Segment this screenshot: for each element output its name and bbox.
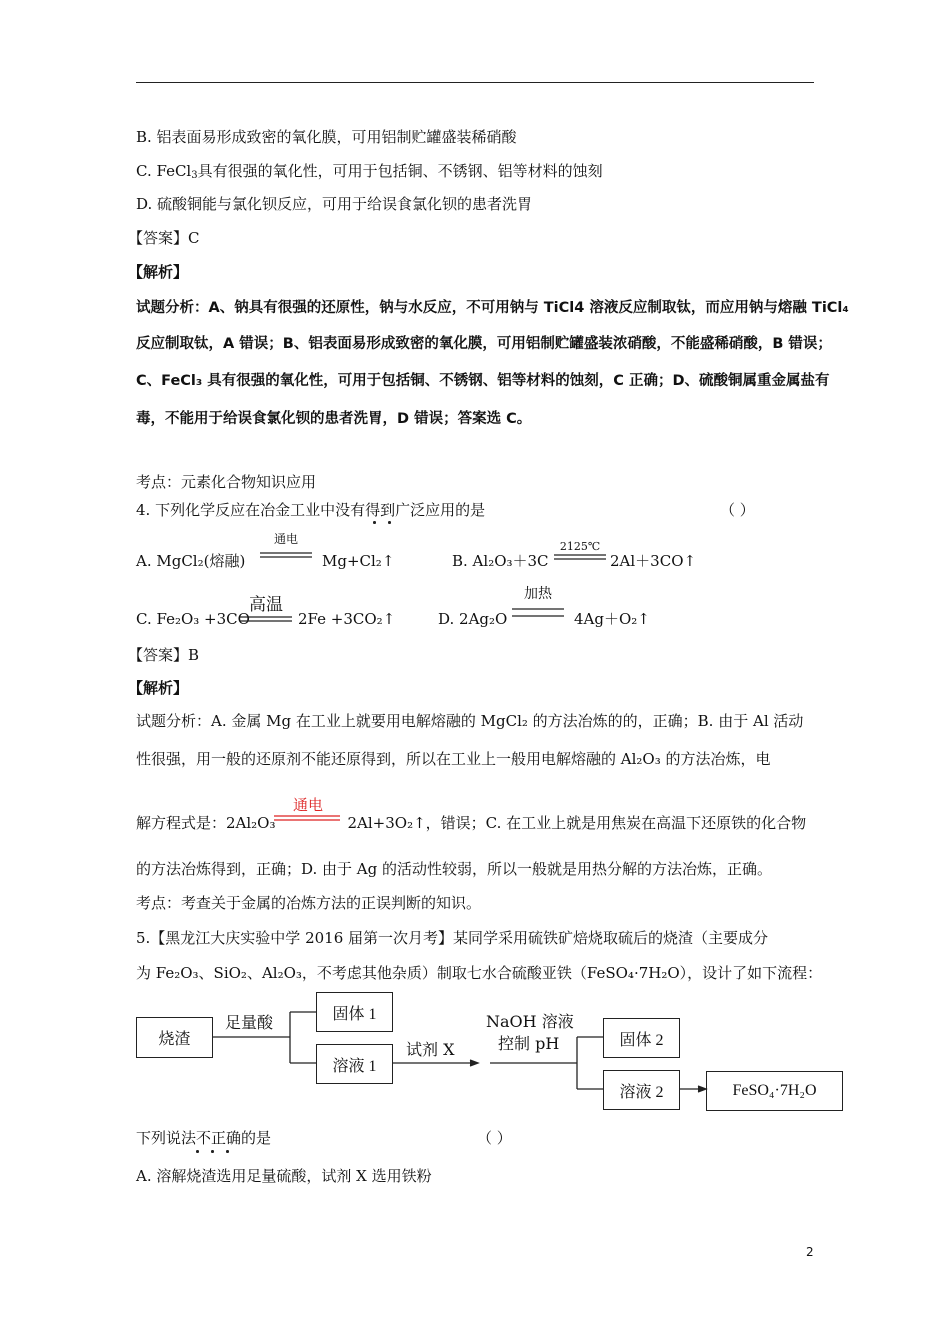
q4-option-a: A. MgCl₂(熔融) [136,552,246,570]
flow-box-slag: 烧渣 [136,1017,213,1058]
q4-analysis-line-1: 试题分析：A. 金属 Mg 在工业上就要用电解熔融的 MgCl₂ 的方法冶炼的的，正确；B. 由于 Al 活动 [136,712,804,730]
q4-c-product: 2Fe +3CO₂↑ [298,610,396,628]
flow-box-solution-2: 溶液 2 [603,1070,680,1110]
flow-label-naoh: NaOH 溶液 [486,1012,574,1031]
q3-option-c: C. FeCl$_3$具有很强的氧化性，可用于包括铜、不锈钢、铝等材料的蚀刻 [136,162,603,181]
q4-answer: 【答案】B [128,646,200,664]
q3-answer: 【答案】C [128,229,200,247]
q4-c-condition: 高温 [249,595,283,615]
emphasis-dot [226,1150,229,1153]
flow-label-ph: 控制 pH [498,1034,560,1053]
q4-option-b: B. Al₂O₃＋3C [452,552,549,570]
q3-analysis-line-2: 反应制取钛，A 错误；B、铝表面易形成致密的氧化膜，可用铝制贮罐盛装浓硝酸，不能盛稀硝酸，B 错误； [136,336,832,352]
q5-paren: （ ） [477,1129,512,1147]
q5-question: 下列说法不正确的是 [136,1129,272,1147]
q4-line3-condition: 通电 [292,796,323,814]
q5-stem-line-1: 5.【黑龙江大庆实验中学 2016 届第一次月考】某同学采用硫铁矿焙烧取硫后的烧渣（主要成分 [136,929,769,947]
q3-analysis-line-1: 试题分析：A、钠具有很强的还原性，钠与水反应，不可用钠与 TiCl4 溶液反应制取钛，而应用钠与熔融 TiCl₄ [136,300,849,316]
q4-b-product: 2Al＋3CO↑ [610,552,697,570]
q5-stem-line-2: 为 Fe₂O₃、SiO₂、Al₂O₃，不考虑其他杂质）制取七水合硫酸亚铁（FeSO₄·7H₂O），设计了如下流程： [136,964,823,982]
flow-box-solution-1: 溶液 1 [316,1044,393,1084]
q4-analysis-label: 【解析】 [128,679,189,697]
q4-stem: 4. 下列化学反应在冶金工业中没有得到广泛应用的是 [136,501,486,519]
q4-paren: （ ） [720,501,755,519]
flow-box-solid-1: 固体 1 [316,992,393,1032]
flow-label-reagent-x: 试剂 X [406,1040,455,1059]
q5-option-a: A. 溶解烧渣选用足量硫酸，试剂 X 选用铁粉 [136,1167,432,1185]
page-number: 2 [806,1245,814,1259]
q3-option-b: B. 铝表面易形成致密的氧化膜，可用铝制贮罐盛装稀硝酸 [136,128,517,146]
q4-analysis-line-4: 的方法冶炼得到，正确；D. 由于 Ag 的活动性较弱，所以一般就是用热分解的方法冶炼，正确。 [136,860,773,878]
q3-analysis-line-4: 毒，不能用于给误食氯化钡的患者洗胃，D 错误；答案选 C。 [136,411,532,427]
q3-analysis-label: 【解析】 [128,263,189,281]
q3-analysis-line-3: C、FeCl₃ 具有很强的氧化性，可用于包括铜、不锈钢、铝等材料的蚀刻，C 正确；D、硫酸铜属重金属盐有 [136,373,830,389]
q4-analysis-line-2: 性很强，用一般的还原剂不能还原得到，所以在工业上一般用电解熔融的 Al₂O₃ 的方法冶炼，电 [136,750,771,768]
q3-option-d: D. 硫酸铜能与氯化钡反应，可用于给误食氯化钡的患者洗胃 [136,195,533,213]
flow-box-product: FeSO₄·7H₂O [706,1071,843,1111]
emphasis-dot [196,1150,199,1153]
q4-analysis-line-3: 解方程式是：2Al₂O₃ 2Al+3O₂↑，错误；C. 在工业上就是用焦炭在高温下还原铁的化合物 [136,814,807,832]
flow-box-solid-2: 固体 2 [603,1018,680,1058]
q4-a-product: Mg+Cl₂↑ [322,552,395,570]
q3-kaodian: 考点：元素化合物知识应用 [136,473,317,491]
q4-a-condition: 通电 [273,532,298,546]
q4-b-condition: 2125℃ [559,540,601,553]
q4-kaodian: 考点：考查关于金属的冶炼方法的正误判断的知识。 [136,894,482,912]
flow-label-acid: 足量酸 [225,1013,274,1032]
q4-d-condition: 加热 [524,586,552,602]
q4-d-product: 4Ag＋O₂↑ [574,610,650,628]
emphasis-dot [211,1150,214,1153]
q4-option-c: C. Fe₂O₃ +3CO [136,610,250,628]
q4-option-d: D. 2Ag₂O [438,610,508,628]
